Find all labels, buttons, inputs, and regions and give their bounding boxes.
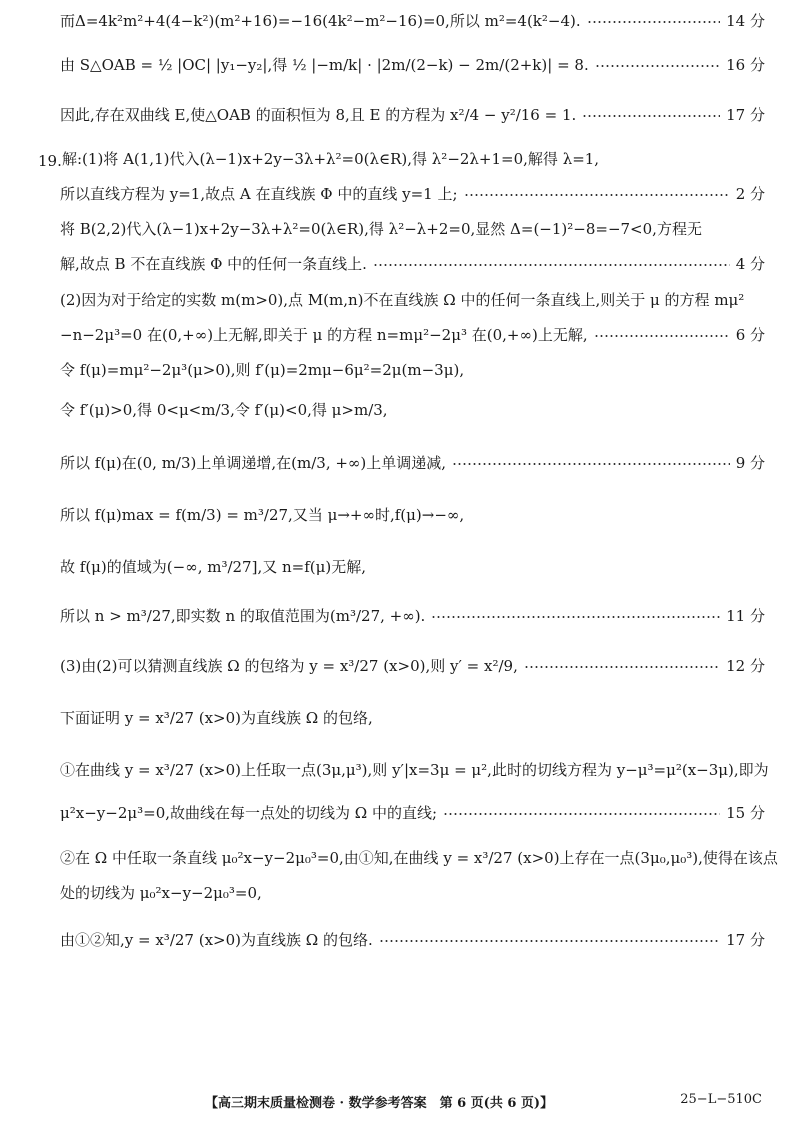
answer-line (60, 659, 765, 674)
answer-text: 所以 f(μ)max = f(m/3) = m³/27,又当 μ→+∞时,f(μ)→−∞, (60, 506, 465, 524)
answer-line (60, 328, 765, 343)
answer-line (60, 456, 765, 471)
score-label: 14 分 (726, 12, 765, 30)
answer-text: 而Δ=4k²m²+4(4−k²)(m²+16)=−16(4k²−m²−16)=0,所以 m²=4(k²−4). (60, 12, 581, 30)
answer-text: 所以 f(μ)在(0, m/3)上单调递增,在(m/3, +∞)上单调递减, (60, 454, 447, 472)
answer-text: −n−2μ³=0 在(0,+∞)上无解,即关于 μ 的方程 n=mμ²−2μ³ 在(0,+∞)上无解, (60, 326, 588, 344)
answer-text: 所以 n > m³/27,即实数 n 的取值范围为(m³/27, +∞). (60, 607, 426, 625)
answer-line (60, 508, 765, 523)
answer-line (62, 152, 767, 167)
score-label: 9 分 (735, 454, 765, 472)
answer-line (60, 293, 765, 308)
answer-text: 将 B(2,2)代入(λ−1)x+2y−3λ+λ²=0(λ∈R),得 λ²−λ+2=0,显然 Δ=(−1)²−8=−7<0,方程无 (60, 220, 702, 238)
dot-leader (594, 335, 730, 337)
answer-text: (3)由(2)可以猜测直线族 Ω 的包络为 y = x³/27 (x>0),则 y′ = x²/9, (60, 657, 518, 675)
question-number: 19. (38, 152, 62, 170)
score-label: 15 分 (726, 804, 765, 822)
dot-leader (524, 666, 720, 668)
answer-text: 解,故点 B 不在直线族 Φ 中的任何一条直线上. (60, 255, 367, 273)
answer-line (60, 849, 778, 867)
answer-line (60, 58, 765, 73)
answer-line (60, 711, 765, 726)
dot-leader (582, 115, 720, 117)
answer-line (60, 403, 765, 418)
answer-text: 由①②知,y = x³/27 (x>0)为直线族 Ω 的包络. (60, 931, 373, 949)
score-label: 16 分 (726, 56, 765, 74)
score-label: 4 分 (735, 255, 765, 273)
dot-leader (595, 65, 720, 67)
score-label: 17 分 (726, 931, 765, 949)
answer-text: ①在曲线 y = x³/27 (x>0)上任取一点(3μ,μ³),则 y′|x=3μ = μ²,此时的切线方程为 y−μ³=μ²(x−3μ),即为 (60, 761, 769, 779)
answer-text: 处的切线为 μ₀²x−y−2μ₀³=0, (60, 884, 262, 902)
answer-text: 下面证明 y = x³/27 (x>0)为直线族 Ω 的包络, (60, 709, 373, 727)
dot-leader (373, 264, 730, 266)
answer-line (60, 806, 765, 821)
score-label: 6 分 (735, 326, 765, 344)
answer-text: 因此,存在双曲线 E,使△OAB 的面积恒为 8,且 E 的方程为 x²/4 − y²/16 = 1. (60, 106, 577, 124)
answer-line (60, 363, 765, 378)
score-label: 11 分 (726, 607, 765, 625)
dot-leader (587, 21, 721, 23)
answer-text: ②在 Ω 中任取一条直线 μ₀²x−y−2μ₀³=0,由①知,在曲线 y = x³/27 (x>0)上存在一点(3μ₀,μ₀³),使得在该点 (60, 849, 778, 867)
answer-text: 令 f′(μ)>0,得 0<μ<m/3,令 f′(μ)<0,得 μ>m/3, (60, 401, 388, 419)
answer-text: 故 f(μ)的值域为(−∞, m³/27],又 n=f(μ)无解, (60, 558, 366, 576)
footer-code: 25−L−510C (680, 1092, 762, 1107)
answer-line (60, 609, 765, 624)
answer-text: 由 S△OAB = ½ |OC| |y₁−y₂|,得 ½ |−m/k| · |2m/(2−k) − 2m/(2+k)| = 8. (60, 56, 589, 74)
answer-line (60, 761, 769, 779)
score-label: 12 分 (726, 657, 765, 675)
answer-text: 所以直线方程为 y=1,故点 A 在直线族 Φ 中的直线 y=1 上; (60, 185, 458, 203)
answer-line (60, 560, 765, 575)
answer-line (60, 222, 765, 237)
answer-line (60, 108, 765, 123)
answer-line (60, 933, 765, 948)
score-label: 2 分 (735, 185, 765, 203)
answer-text: (2)因为对于给定的实数 m(m>0),点 M(m,n)不在直线族 Ω 中的任何一条直线上,则关于 μ 的方程 mμ² (60, 291, 745, 309)
answer-line (60, 187, 765, 202)
dot-leader (431, 616, 720, 618)
dot-leader (379, 940, 720, 942)
score-label: 17 分 (726, 106, 765, 124)
dot-leader (464, 194, 730, 196)
dot-leader (452, 463, 730, 465)
dot-leader (443, 813, 720, 815)
answer-line (60, 257, 765, 272)
answer-line (60, 886, 765, 901)
answer-line (60, 14, 765, 29)
footer-title: 【高三期末质量检测卷 · 数学参考答案 第 6 页(共 6 页)】 (205, 1096, 554, 1111)
page-footer (0, 1092, 800, 1112)
answer-text: 令 f(μ)=mμ²−2μ³(μ>0),则 f′(μ)=2mμ−6μ²=2μ(m−3μ), (60, 361, 465, 379)
answer-text: 解:(1)将 A(1,1)代入(λ−1)x+2y−3λ+λ²=0(λ∈R),得 λ²−2λ+1=0,解得 λ=1, (62, 150, 600, 168)
answer-text: μ²x−y−2μ³=0,故曲线在每一点处的切线为 Ω 中的直线; (60, 804, 438, 822)
